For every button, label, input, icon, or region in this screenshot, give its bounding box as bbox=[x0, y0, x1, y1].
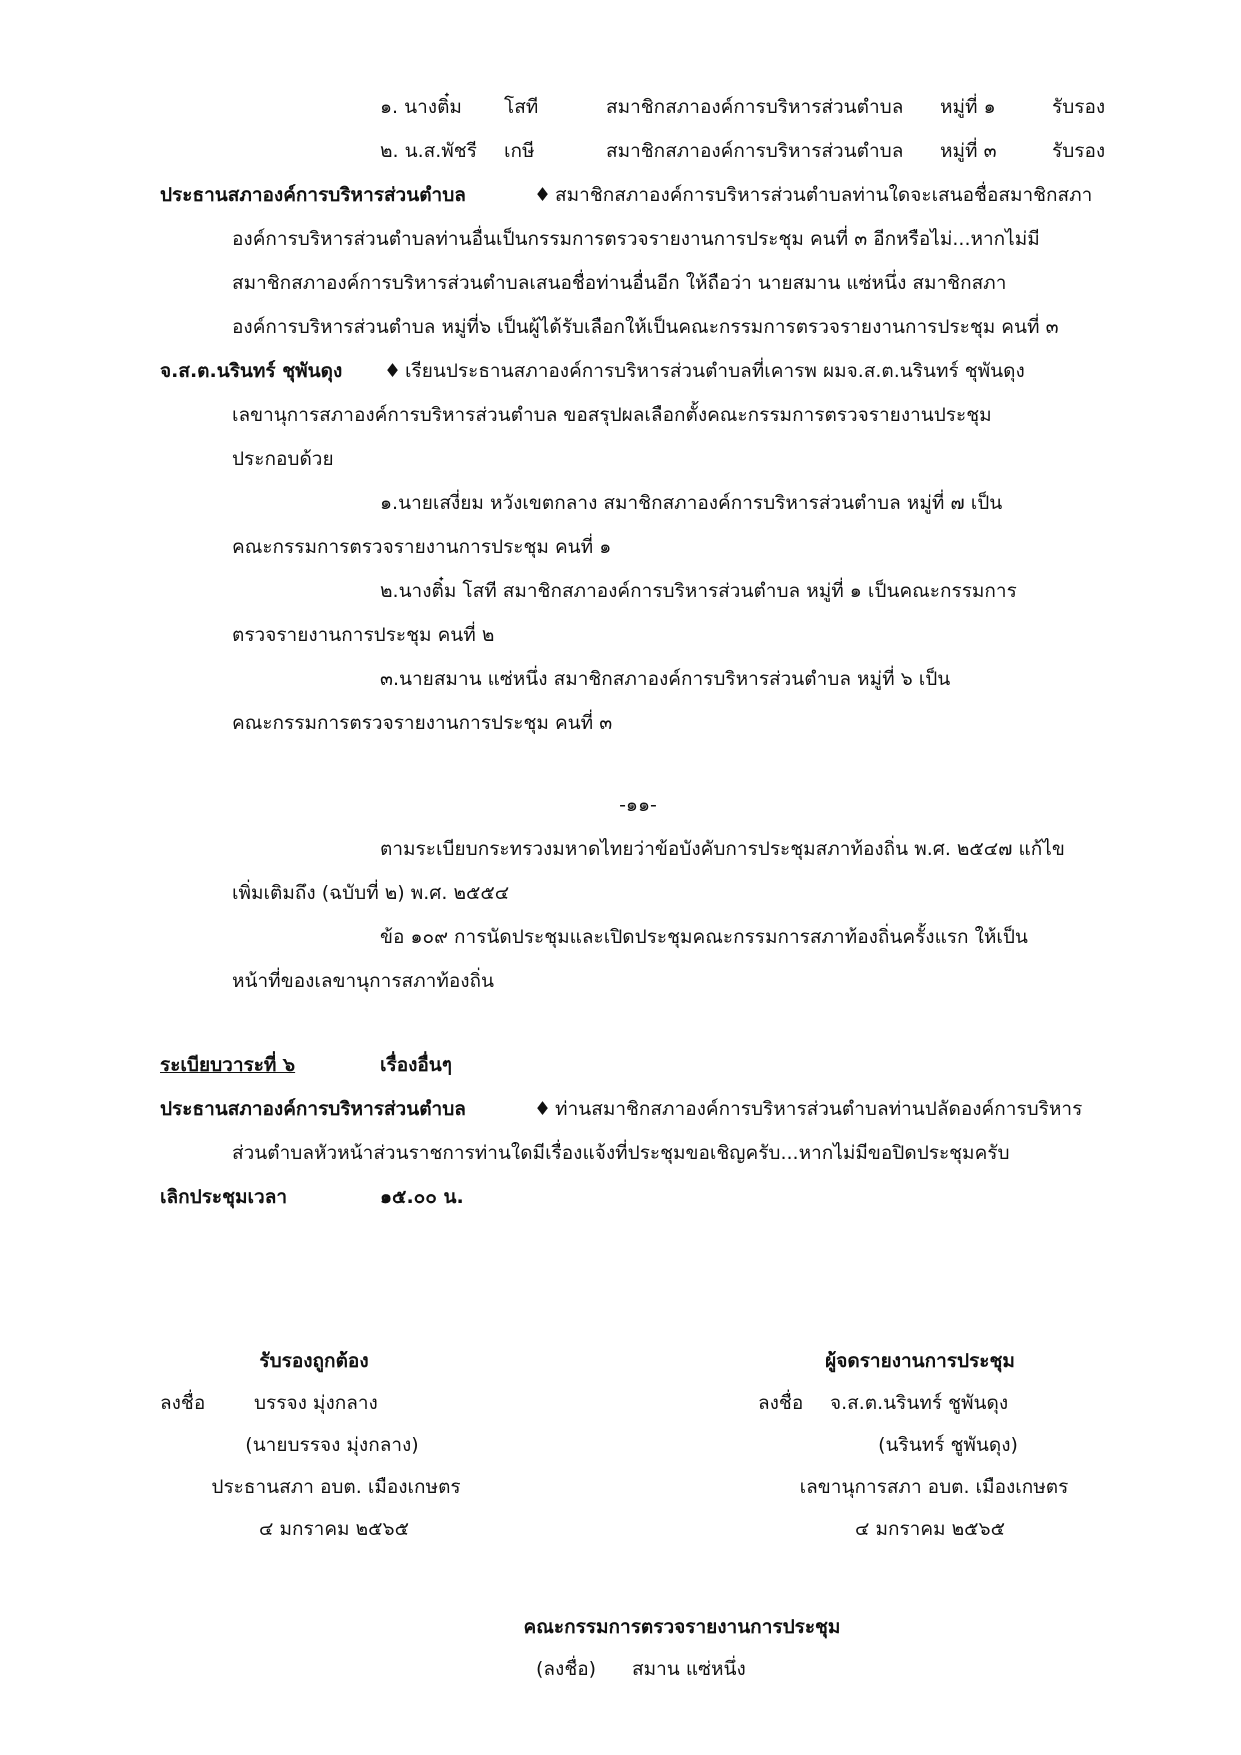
sig-left-prefix: ลงชื่อ bbox=[160, 1392, 206, 1414]
committee-sign-prefix: (ลงชื่อ) bbox=[536, 1658, 597, 1680]
page-number: -๑๑- bbox=[619, 794, 657, 816]
sig-right-full-name: (นรินทร์ ชูพันดุง) bbox=[878, 1434, 1018, 1456]
block1-line-3: สมาชิกสภาองค์การบริหารส่วนตำบลเสนอชื่อท่านอื่นอีก ให้ถือว่า นายสมาน แซ่หนึ่ง สมาชิกสภา bbox=[232, 272, 1007, 294]
sig-right-heading: ผู้จดรายงานการประชุม bbox=[825, 1350, 1015, 1372]
sig-left-heading: รับรองถูกต้อง bbox=[259, 1350, 369, 1372]
member-2-line-2: ตรวจรายงานการประชุม คนที่ ๒ bbox=[232, 624, 495, 646]
list-1-surname: โสที bbox=[504, 96, 539, 118]
diamond-bullet-icon: ♦ bbox=[534, 1098, 552, 1120]
list-1-no: ๑. นางติ๋ม bbox=[380, 96, 462, 118]
agenda6-label: ระเบียบวาระที่ ๖ bbox=[160, 1054, 296, 1076]
block2-line-1: ♦ เรียนประธานสภาองค์การบริหารส่วนตำบลที่เคารพ ผมจ.ส.ต.นรินทร์ ชุพันดุง bbox=[384, 360, 1025, 382]
block1-line-2: องค์การบริหารส่วนตำบลท่านอื่นเป็นกรรมการตรวจรายงานการประชุม คนที่ ๓ อีกหรือไม่...หากไม่มี bbox=[232, 228, 1040, 250]
block1-speaker: ประธานสภาองค์การบริหารส่วนตำบล bbox=[160, 184, 466, 206]
member-3-line-2: คณะกรรมการตรวจรายงานการประชุม คนที่ ๓ bbox=[232, 712, 613, 734]
sig-right-name: จ.ส.ต.นรินทร์ ชูพันดุง bbox=[830, 1392, 1009, 1414]
member-3-line-1: ๓.นายสมาน แซ่หนึ่ง สมาชิกสภาองค์การบริหารส่วนตำบล หมู่ที่ ๖ เป็น bbox=[380, 668, 951, 690]
sig-left-full-name: (นายบรรจง มุ่งกลาง) bbox=[245, 1434, 419, 1456]
sig-left-name: บรรจง มุ่งกลาง bbox=[254, 1392, 378, 1414]
agenda6-title: เรื่องอื่นๆ bbox=[380, 1054, 452, 1076]
regulation-line-3: ข้อ ๑๐๙ การนัดประชุมและเปิดประชุมคณะกรรมการสภาท้องถิ่นครั้งแรก ให้เป็น bbox=[380, 926, 1028, 948]
member-1-line-2: คณะกรรมการตรวจรายงานการประชุม คนที่ ๑ bbox=[232, 536, 612, 558]
committee-heading: คณะกรรมการตรวจรายงานการประชุม bbox=[523, 1616, 841, 1638]
block2-line-2: เลขานุการสภาองค์การบริหารส่วนตำบล ขอสรุปผลเลือกตั้งคณะกรรมการตรวจรายงานประชุม bbox=[232, 404, 992, 426]
list-2-role: สมาชิกสภาองค์การบริหารส่วนตำบล bbox=[606, 140, 904, 162]
committee-sign-name: สมาน แซ่หนึ่ง bbox=[632, 1658, 746, 1680]
regulation-line-4: หน้าที่ของเลขานุการสภาท้องถิ่น bbox=[232, 970, 495, 992]
block2-line-3: ประกอบด้วย bbox=[232, 448, 334, 470]
member-1-line-1: ๑.นายเสงี่ยม หวังเขตกลาง สมาชิกสภาองค์การบริหารส่วนตำบล หมู่ที่ ๗ เป็น bbox=[380, 492, 1003, 514]
agenda6-line-2: ส่วนตำบลหัวหน้าส่วนราชการท่านใดมีเรื่องแจ้งที่ประชุมขอเชิญครับ...หากไม่มีขอปิดประชุมครับ bbox=[232, 1142, 1010, 1164]
sig-right-position: เลขานุการสภา อบต. เมืองเกษตร bbox=[799, 1476, 1069, 1498]
list-1-role: สมาชิกสภาองค์การบริหารส่วนตำบล bbox=[606, 96, 904, 118]
block1-line-4: องค์การบริหารส่วนตำบล หมู่ที่๖ เป็นผู้ได้รับเลือกให้เป็นคณะกรรมการตรวจรายงานการประชุม คนที่ ๓ bbox=[232, 316, 1059, 338]
sig-right-prefix: ลงชื่อ bbox=[758, 1392, 804, 1414]
list-1-moo: หมู่ที่ ๑ bbox=[940, 96, 996, 118]
agenda6-line-1: ♦ ท่านสมาชิกสภาองค์การบริหารส่วนตำบลท่านปลัดองค์การบริหาร bbox=[534, 1098, 1083, 1120]
block2-speaker: จ.ส.ต.นรินทร์ ชุพันดุง bbox=[160, 360, 343, 382]
regulation-line-2: เพิ่มเติมถึง (ฉบับที่ ๒) พ.ศ. ๒๕๕๔ bbox=[232, 882, 510, 904]
diamond-bullet-icon: ♦ bbox=[534, 184, 552, 206]
list-1-status: รับรอง bbox=[1052, 96, 1106, 118]
member-2-line-1: ๒.นางติ๋ม โสที สมาชิกสภาองค์การบริหารส่วนตำบล หมู่ที่ ๑ เป็นคณะกรรมการ bbox=[380, 580, 1017, 602]
regulation-line-1: ตามระเบียบกระทรวงมหาดไทยว่าข้อบังคับการประชุมสภาท้องถิ่น พ.ศ. ๒๕๔๗ แก้ไข bbox=[380, 838, 1065, 860]
closing-time: ๑๕.๐๐ น. bbox=[380, 1186, 464, 1208]
sig-right-date: ๔ มกราคม ๒๕๖๕ bbox=[855, 1518, 1005, 1540]
list-2-moo: หมู่ที่ ๓ bbox=[940, 140, 997, 162]
sig-left-position: ประธานสภา อบต. เมืองเกษตร bbox=[211, 1476, 461, 1498]
agenda6-speaker: ประธานสภาองค์การบริหารส่วนตำบล bbox=[160, 1098, 466, 1120]
closing-label: เลิกประชุมเวลา bbox=[160, 1186, 288, 1208]
list-2-status: รับรอง bbox=[1052, 140, 1106, 162]
diamond-bullet-icon: ♦ bbox=[384, 360, 402, 382]
block1-line-1: ♦ สมาชิกสภาองค์การบริหารส่วนตำบลท่านใดจะเสนอชื่อสมาชิกสภา bbox=[534, 184, 1093, 206]
sig-left-date: ๔ มกราคม ๒๕๖๕ bbox=[259, 1518, 409, 1540]
list-2-no: ๒. น.ส.พัชรี bbox=[380, 140, 477, 162]
list-2-surname: เกษี bbox=[504, 140, 535, 162]
